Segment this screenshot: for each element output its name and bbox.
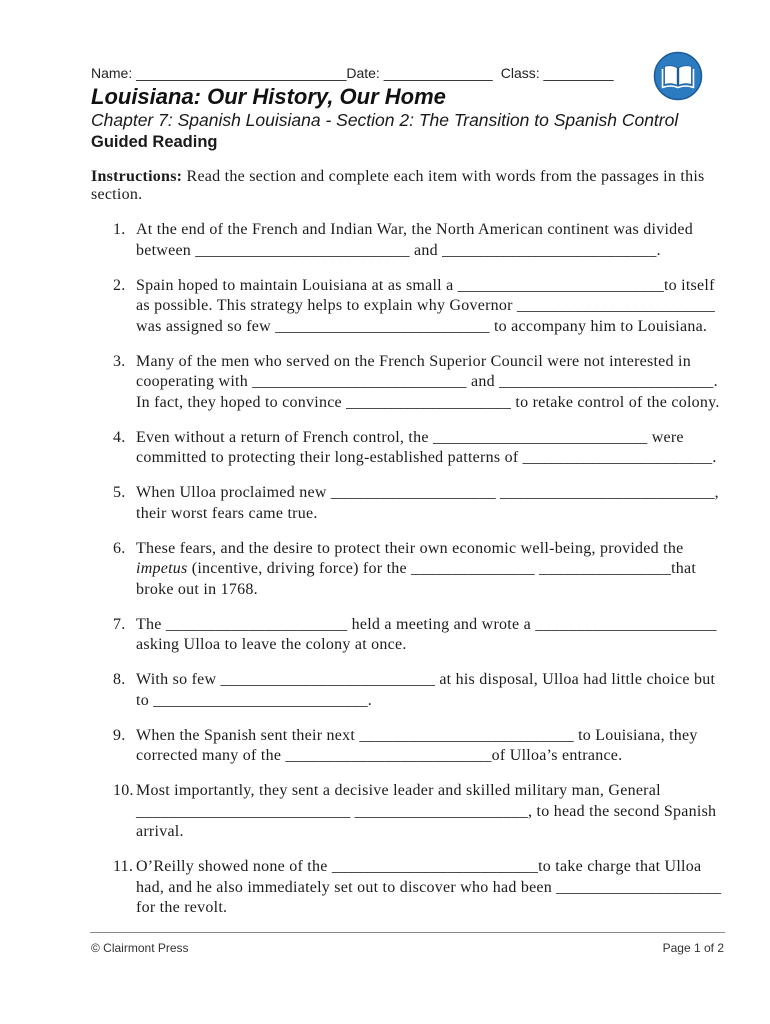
copyright-notice: © Clairmont Press: [91, 941, 189, 955]
question-number: 8.: [113, 671, 126, 688]
question-text-line: their worst fears came true.: [136, 504, 318, 522]
question-text-line: to __________________________.: [136, 691, 372, 709]
question-number: 6.: [113, 539, 126, 557]
question-item-11: [0, 857, 770, 919]
question-text-line: Most importantly, they sent a decisive leader and skilled military man, General: [136, 782, 661, 799]
question-item-8: [0, 670, 770, 711]
question-item-4: [0, 428, 770, 469]
question-text-line: __________________________ _____________________, to head the second Spanish: [136, 802, 717, 820]
name-field: Name: ___________________________: [91, 65, 347, 81]
question-text-line: for the revolt.: [136, 899, 228, 916]
question-text-line: At the end of the French and Indian War, the North American continent was divided: [136, 221, 693, 238]
question-number: 7.: [113, 615, 126, 633]
page-title: Louisiana: Our History, Our Home: [91, 84, 446, 109]
question-text-line: asking Ulloa to leave the colony at once.: [136, 636, 407, 653]
question-number: 1.: [113, 221, 126, 238]
question-text-line: When the Spanish sent their next __________________________ to Louisiana, they: [136, 726, 698, 744]
page-number: Page 1 of 2: [662, 941, 724, 955]
question-number: 11.: [113, 858, 134, 875]
question-text-line: O’Reilly showed none of the _________________________to take charge that Ulloa: [136, 858, 702, 875]
instructions: [91, 168, 705, 204]
question-item-1: [0, 220, 770, 261]
question-text-segment: (incentive, driving force) for the _______________ ________________that: [187, 560, 697, 577]
instructions-line: [91, 168, 705, 186]
question-item-6: [0, 539, 770, 601]
question-text-line: between __________________________ and __________________________.: [136, 241, 661, 259]
question-text-line: Even without a return of French control, the __________________________ were: [136, 428, 684, 446]
question-text-line: had, and he also immediately set out to discover who had been ____________________: [136, 878, 722, 896]
question-number: 5.: [113, 484, 126, 501]
question-text-line: With so few __________________________ at his disposal, Ulloa had little choice but: [136, 671, 716, 688]
instructions-label: Instructions:: [91, 168, 183, 185]
question-text-line: When Ulloa proclaimed new ____________________ __________________________,: [136, 484, 719, 501]
book-icon: [653, 51, 703, 101]
question-number: 2.: [113, 276, 126, 294]
question-text-line: corrected many of the _________________________of Ulloa’s entrance.: [136, 747, 623, 764]
question-text-line: The ______________________ held a meeting and wrote a ______________________: [136, 615, 717, 633]
question-text-line: arrival.: [136, 823, 184, 840]
question-item-5: [0, 483, 770, 524]
question-item-3: [0, 352, 770, 414]
question-item-9: [0, 726, 770, 767]
instructions-line: section.: [91, 186, 143, 203]
section-label: Guided Reading: [91, 133, 218, 151]
question-text-line: committed to protecting their long-established patterns of _______________________.: [136, 449, 717, 466]
question-text-line: [136, 559, 770, 580]
question-number: 9.: [113, 726, 126, 744]
question-text-line: These fears, and the desire to protect their own economic well-being, provided the: [136, 539, 684, 557]
question-text-line: cooperating with __________________________ and __________________________.: [136, 373, 718, 390]
question-text-line: broke out in 1768.: [136, 580, 258, 598]
footer-divider: [90, 932, 725, 933]
italic-term: impetus: [136, 560, 188, 577]
date-field: Date: ______________: [346, 65, 493, 81]
student-info-line: [91, 64, 614, 82]
question-number: 3.: [113, 352, 126, 370]
question-list: [0, 220, 770, 933]
instructions-text: Read the section and complete each item with words from the passages in this: [182, 168, 705, 185]
question-text-line: Spain hoped to maintain Louisiana at as small a _________________________to itself: [136, 276, 715, 294]
question-item-7: [0, 615, 770, 656]
question-text-line: as possible. This strategy helps to explain why Governor ________________________: [136, 297, 716, 314]
question-number: 4.: [113, 428, 126, 446]
question-text-line: Many of the men who served on the French Superior Council were not interested in: [136, 352, 691, 370]
question-text-line: In fact, they hoped to convince ____________________ to retake control of the colony.: [136, 393, 720, 411]
question-item-10: [0, 781, 770, 843]
chapter-subtitle: Chapter 7: Spanish Louisiana - Section 2: The Transition to Spanish Control: [91, 110, 679, 130]
question-item-2: [0, 276, 770, 338]
class-field: Class: _________: [500, 65, 614, 81]
question-text-line: was assigned so few __________________________ to accompany him to Louisiana.: [136, 317, 708, 335]
question-number: 10.: [113, 782, 134, 799]
